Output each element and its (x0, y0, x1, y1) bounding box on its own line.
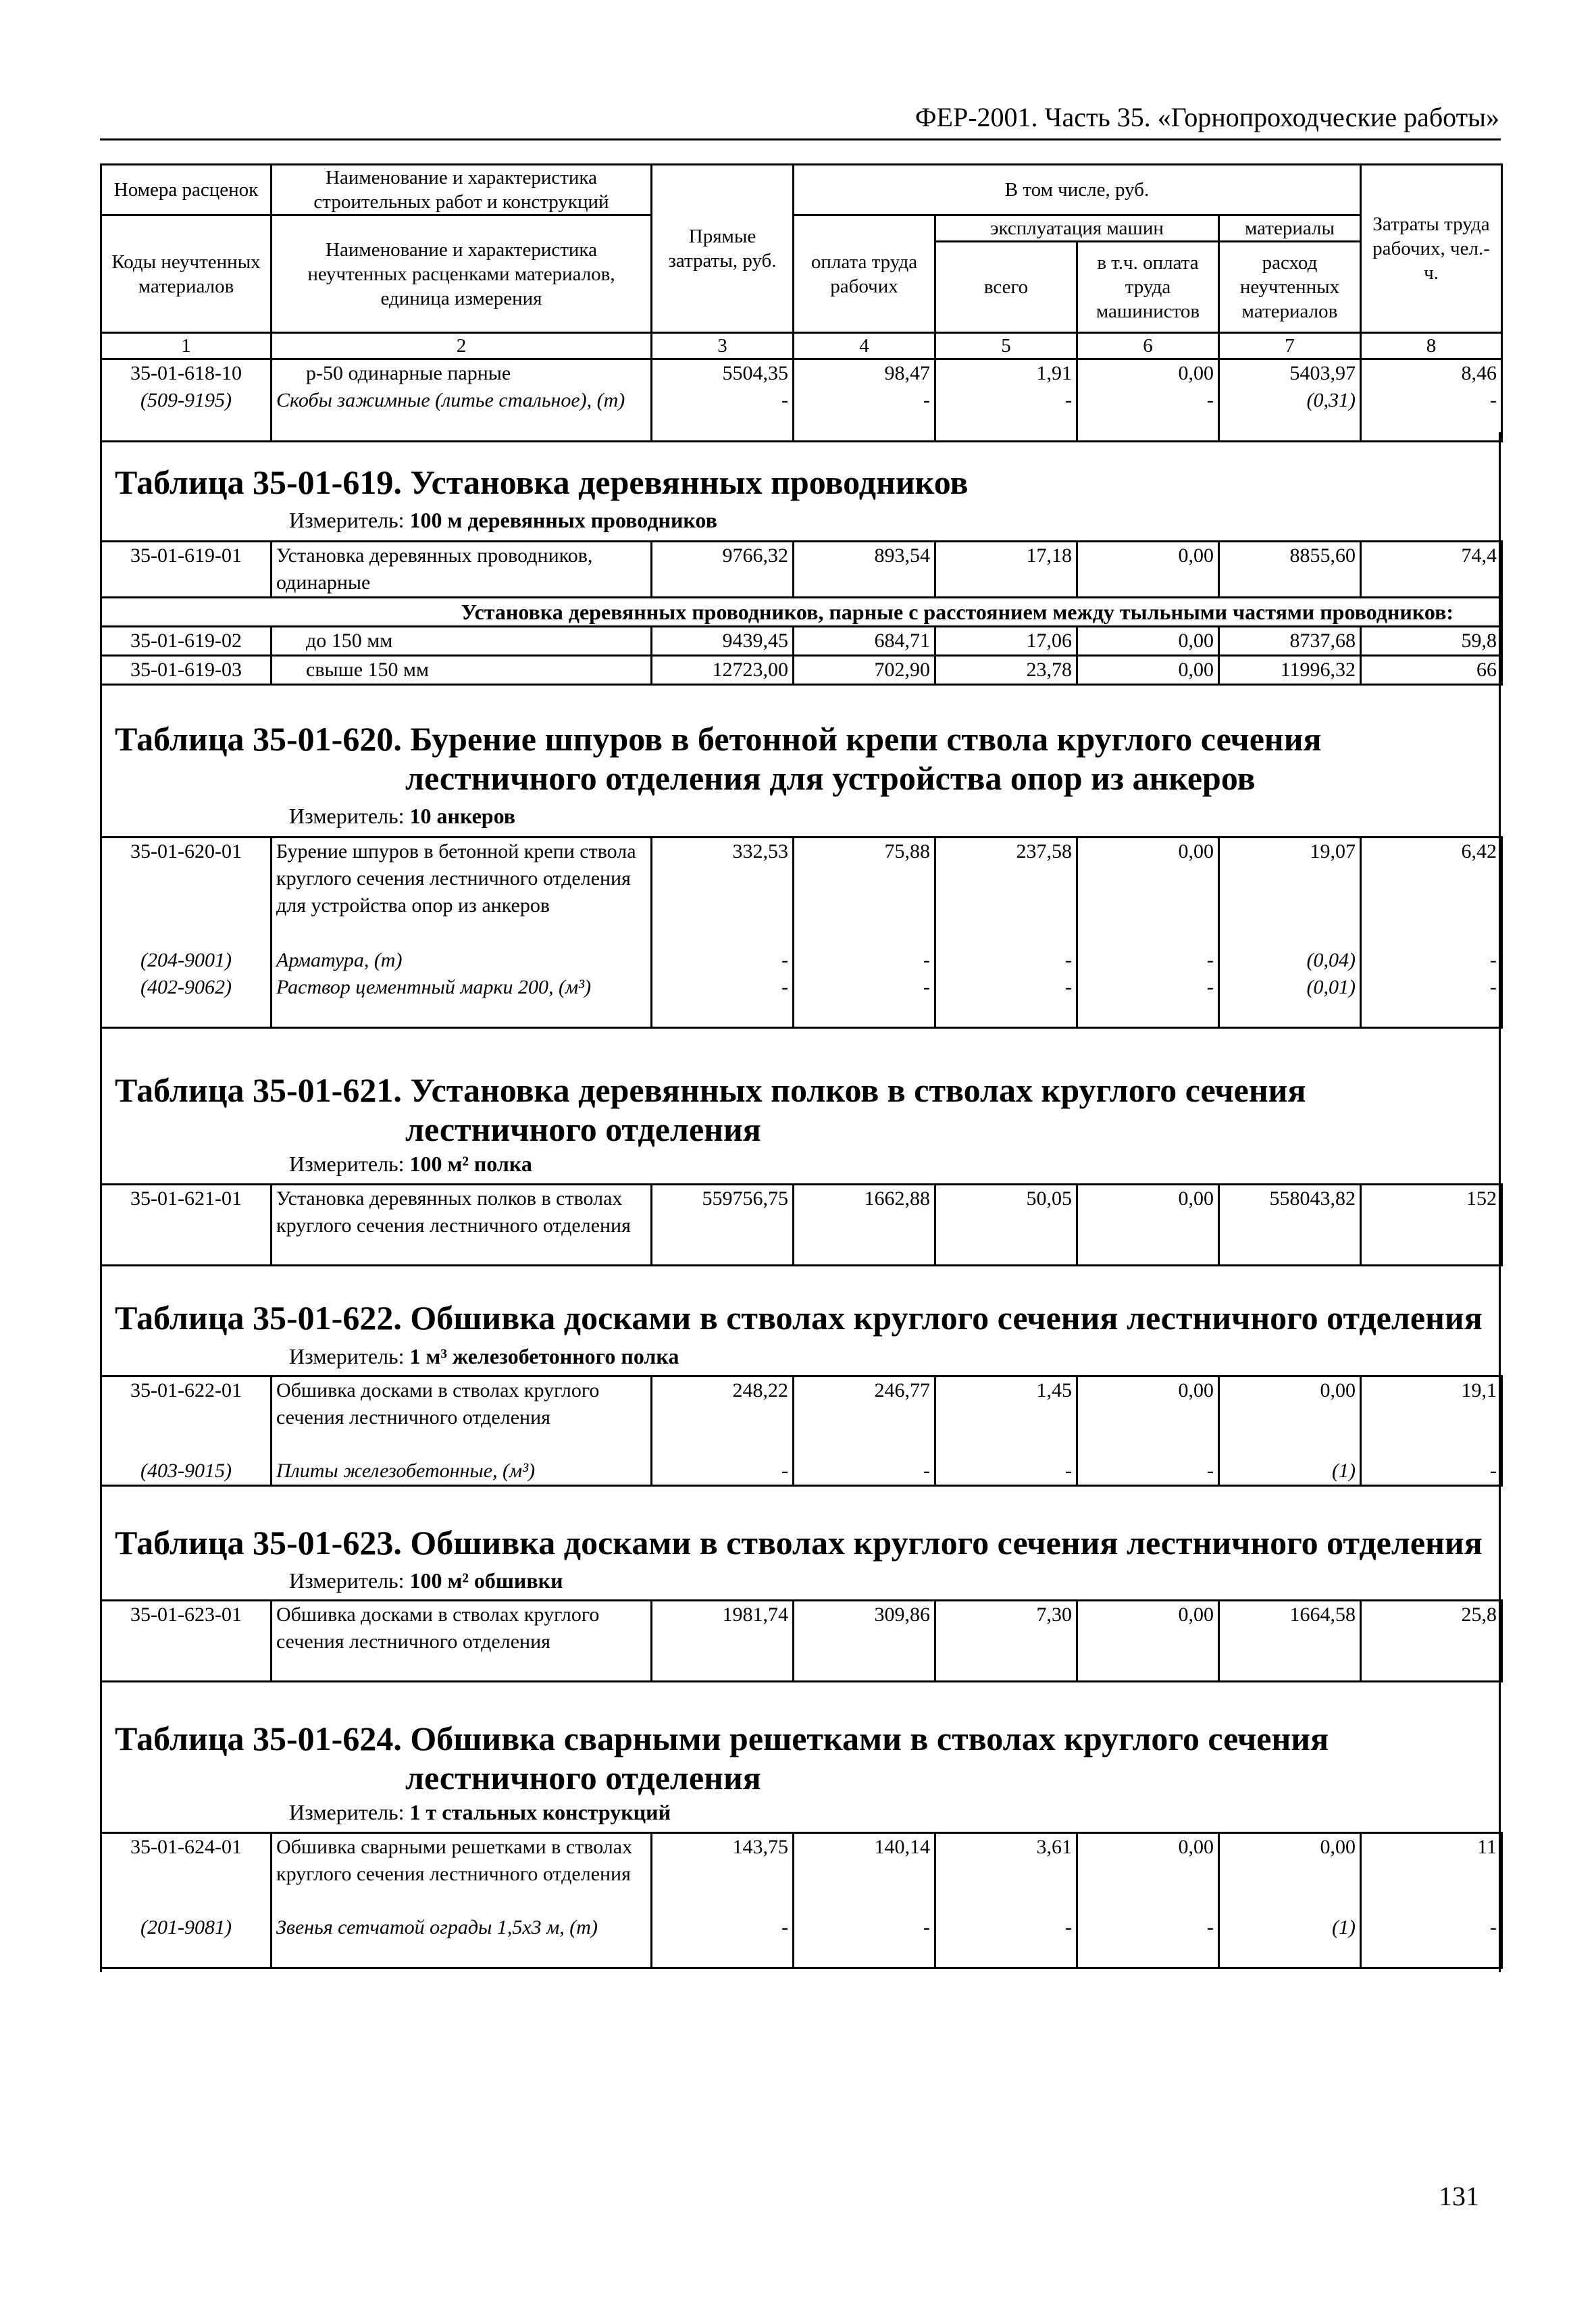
table-row: (402-9062) Раствор цементный марки 200, (м³) - - - - (0,01) - (101, 974, 1502, 1028)
included-header: В том числе, руб. (794, 165, 1361, 215)
table-620-meter: Измеритель: 10 анкеров (289, 804, 516, 828)
table-row: 35-01-618-10 р-50 одинарные парные 5504,35 98,47 1,91 0,00 5403,97 8,46 (101, 359, 1502, 388)
table-row: 35-01-619-01 Установка деревянных проводников, одинарные 9766,32 893,54 17,18 0,00 8855,60 74,4 (101, 542, 1502, 598)
table-621 (100, 1183, 1503, 1266)
table-622-meter: Измеритель: 1 м³ железобетонного полка (289, 1344, 679, 1368)
table-624-meter: Измеритель: 1 т стальных конструкций (289, 1800, 671, 1824)
table-row: 35-01-624-01 Обшивка сварными решетками в стволах круглого сечения лестничного отделения 143,75 140,14 3,61 0,00 0,00 11 (101, 1833, 1502, 1914)
materials-header: материалы (1219, 215, 1361, 242)
table-622-title: Таблица 35-01-622. Обшивка досками в стволах круглого сечения лестничного отделения (115, 1299, 1483, 1337)
col5-header: всего (935, 242, 1077, 333)
table-621-title: Таблица 35-01-621. Установка деревянных полков в стволах круглого сечения лестничного отделения (115, 1071, 1306, 1148)
col-num-4: 4 (794, 333, 935, 359)
subheading-row: Установка деревянных проводников, парные с расстоянием между тыльными частями проводников: (101, 598, 1502, 627)
table-624-title: Таблица 35-01-624. Обшивка сварными решетками в стволах круглого сечения лестничного отделения (115, 1720, 1329, 1797)
col8-header: Затраты труда рабочих, чел.-ч. (1361, 165, 1502, 333)
col6-header: в т.ч. оплата труда машинистов (1077, 242, 1219, 333)
table-619 (100, 540, 1503, 686)
table-621-meter: Измеритель: 100 м² полка (289, 1152, 532, 1176)
col-num-3: 3 (652, 333, 794, 359)
table-620-title: Таблица 35-01-620. Бурение шпуров в бетонной крепи ствола круглого сечения лестничного отделения для устройства опор из анкеров (115, 720, 1322, 797)
table-row: (201-9081) Звенья сетчатой ограды 1,5х3 м, (т) - - - - (1) - (101, 1914, 1502, 1968)
col2-top-header: Наименование и характеристика строительных работ и конструкций (272, 165, 652, 215)
table-619-meter: Измеритель: 100 м деревянных проводников (289, 508, 717, 532)
col2-bottom-header: Наименование и характеристика неучтенных расценками материалов, единица измерения (272, 215, 652, 333)
col3-header: Прямые затраты, руб. (652, 165, 794, 333)
table-623-meter: Измеритель: 100 м² обшивки (289, 1568, 563, 1593)
table-row: 35-01-619-03 свыше 150 мм 12723,00 702,90 23,78 0,00 11996,32 66 (101, 656, 1502, 685)
col7-header: расход неучтенных материалов (1219, 242, 1361, 333)
col4-header: оплата труда рабочих (794, 215, 935, 333)
col-num-6: 6 (1077, 333, 1219, 359)
table-row: 35-01-622-01 Обшивка досками в стволах круглого сечения лестничного отделения 248,22 246,77 1,45 0,00 0,00 19,1 (101, 1377, 1502, 1458)
col-num-1: 1 (101, 333, 272, 359)
col-num-8: 8 (1361, 333, 1502, 359)
running-title: ФЕР-2001. Часть 35. «Горнопроходческие работы» (915, 102, 1499, 132)
column-header-table (100, 163, 1503, 442)
col1-bottom-header: Коды неучтенных материалов (101, 215, 272, 333)
table-624 (100, 1832, 1503, 1969)
table-row: (403-9015) Плиты железобетонные, (м³) - - - - (1) - (101, 1458, 1502, 1486)
table-622 (100, 1375, 1503, 1487)
machines-header: эксплуатация машин (935, 215, 1219, 242)
table-row: (204-9001) Арматура, (т) - - - - (0,04) - (101, 947, 1502, 974)
table-623 (100, 1599, 1503, 1682)
col-num-5: 5 (935, 333, 1077, 359)
page-number: 131 (1439, 2181, 1479, 2211)
table-row: 35-01-619-02 до 150 мм 9439,45 684,71 17,06 0,00 8737,68 59,8 (101, 627, 1502, 656)
table-row: 35-01-621-01 Установка деревянных полков в стволах круглого сечения лестничного отделения 559756,75 1662,88 50,05 0,00 558043,82 152 (101, 1185, 1502, 1266)
table-row: 35-01-620-01 Бурение шпуров в бетонной крепи ствола круглого сечения лестничного отделения для устройства опор из анкеров 332,53 75,88 237,58 0,00 19,07 6,42 (101, 838, 1502, 947)
table-row: (509-9195) Скобы зажимные (литье стальное), (т) - - - - (0,31) - (101, 387, 1502, 441)
table-619-title: Таблица 35-01-619. Установка деревянных проводников (115, 463, 969, 501)
header-rule (100, 138, 1501, 140)
col-num-7: 7 (1219, 333, 1361, 359)
table-620 (100, 836, 1503, 1029)
table-row: 35-01-623-01 Обшивка досками в стволах круглого сечения лестничного отделения 1981,74 309,86 7,30 0,00 1664,58 25,8 (101, 1601, 1502, 1682)
col1-top-header: Номера расценок (101, 165, 272, 215)
table-623-title: Таблица 35-01-623. Обшивка досками в стволах круглого сечения лестничного отделения (115, 1524, 1483, 1562)
col-num-2: 2 (272, 333, 652, 359)
